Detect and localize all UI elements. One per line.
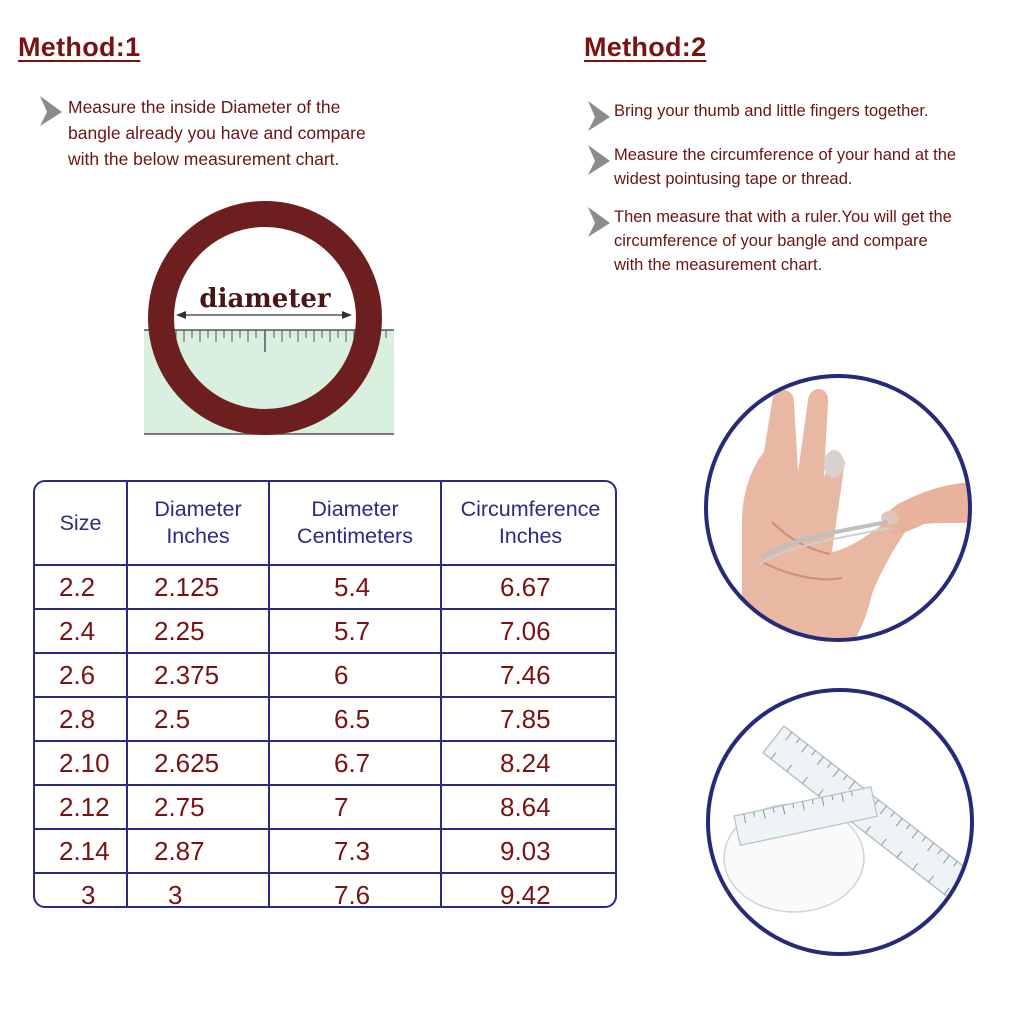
cell-diameter-cm: 6 [269, 653, 441, 697]
method2-step-3-line: Then measure that with a ruler.You will get the [614, 208, 952, 226]
table-row [35, 785, 617, 829]
ruler-image [704, 686, 976, 958]
method2-step-3-line: with the measurement chart. [614, 256, 823, 274]
cell-diameter-inches: 2.625 [127, 741, 269, 785]
header-circumference-inches: Circumference Inches [441, 482, 617, 565]
bangle-size-chart [33, 480, 617, 908]
cell-size: 2.10 [35, 741, 127, 785]
table-header-row [35, 482, 617, 565]
method2-step-3 [584, 205, 952, 277]
cell-diameter-cm: 5.4 [269, 565, 441, 609]
cell-circumference: 9.42 [441, 873, 617, 908]
cell-circumference: 6.67 [441, 565, 617, 609]
cell-diameter-cm: 7.6 [269, 873, 441, 908]
cell-size: 2.12 [35, 785, 127, 829]
cell-diameter-cm: 5.7 [269, 609, 441, 653]
method1-step-1-line: bangle already you have and compare [68, 123, 366, 143]
cell-size: 3 [35, 873, 127, 908]
cell-diameter-cm: 6.5 [269, 697, 441, 741]
cell-diameter-inches: 2.5 [127, 697, 269, 741]
method2-step-1 [584, 99, 929, 133]
cell-diameter-inches: 2.87 [127, 829, 269, 873]
chevron-arrow-icon [584, 99, 614, 133]
diameter-label: diameter [199, 284, 331, 314]
method2-step-1-line: Bring your thumb and little fingers together. [614, 102, 929, 120]
cell-diameter-cm: 6.7 [269, 741, 441, 785]
table-row [35, 697, 617, 741]
method2-step-2 [584, 143, 956, 191]
table-row [35, 873, 617, 908]
table-row [35, 609, 617, 653]
cell-diameter-inches: 2.125 [127, 565, 269, 609]
header-size: Size [35, 482, 127, 565]
cell-circumference: 8.24 [441, 741, 617, 785]
method1-heading: Method:1 [18, 32, 141, 62]
cell-diameter-cm: 7 [269, 785, 441, 829]
cell-diameter-inches: 3 [127, 873, 269, 908]
cell-size: 2.2 [35, 565, 127, 609]
cell-diameter-inches: 2.25 [127, 609, 269, 653]
cell-diameter-inches: 2.375 [127, 653, 269, 697]
cell-size: 2.8 [35, 697, 127, 741]
header-diameter-inches: Diameter Inches [127, 482, 269, 565]
method2-step-3-line: circumference of your bangle and compare [614, 232, 928, 250]
hand-measuring-thread-image [702, 372, 974, 644]
chevron-arrow-icon [584, 205, 614, 239]
cell-circumference: 9.03 [441, 829, 617, 873]
cell-size: 2.4 [35, 609, 127, 653]
method1-step-1-line: Measure the inside Diameter of the [68, 97, 341, 117]
method2-heading: Method:2 [584, 32, 707, 62]
bangle-diameter-diagram [140, 200, 400, 440]
table-row [35, 565, 617, 609]
method2-step-2-line: widest pointusing tape or thread. [614, 170, 853, 188]
cell-circumference: 7.46 [441, 653, 617, 697]
cell-circumference: 8.64 [441, 785, 617, 829]
chevron-arrow-icon [584, 143, 614, 177]
cell-circumference: 7.06 [441, 609, 617, 653]
method1-step-1-line: with the below measurement chart. [68, 149, 340, 169]
cell-size: 2.14 [35, 829, 127, 873]
table-row [35, 741, 617, 785]
table-row [35, 653, 617, 697]
cell-size: 2.6 [35, 653, 127, 697]
cell-diameter-cm: 7.3 [269, 829, 441, 873]
header-diameter-centimeters: Diameter Centimeters [269, 482, 441, 565]
table-row [35, 829, 617, 873]
method1-step-1 [36, 94, 366, 172]
cell-diameter-inches: 2.75 [127, 785, 269, 829]
cell-circumference: 7.85 [441, 697, 617, 741]
chevron-arrow-icon [36, 94, 66, 128]
method2-step-2-line: Measure the circumference of your hand at the [614, 146, 957, 164]
